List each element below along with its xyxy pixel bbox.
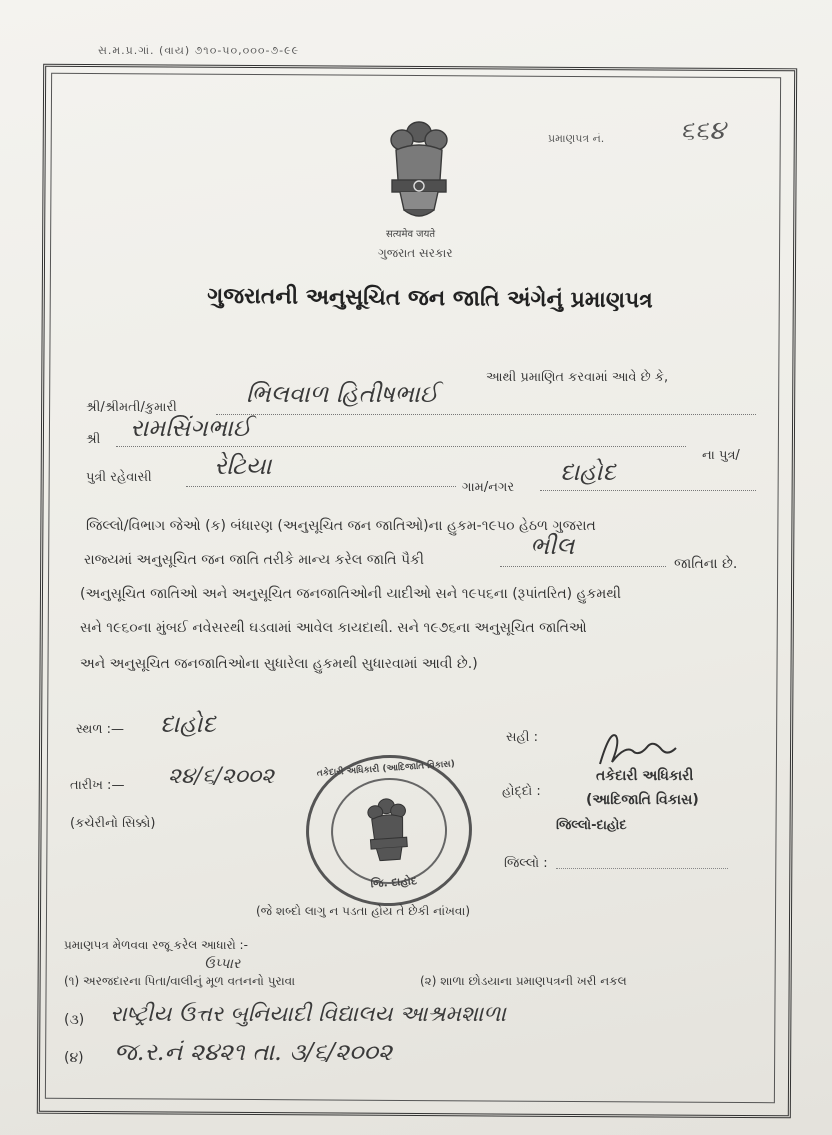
son-of-text: ના પુત્ર/: [702, 448, 740, 463]
documents-heading: પ્રમાણપત્ર મેળવવા રજૂ કરેલ આધારો :-: [64, 938, 248, 952]
page-title: ગુજરાતની અનુસૂચિત જન જાતિ અંગેનું પ્રમાણપત્ર: [207, 283, 653, 314]
district-label: જિલ્લો :: [504, 856, 548, 871]
seal-bottom-text: જિ. દાહોદ: [370, 874, 418, 891]
date-value: ૨૪/૬/૨૦૦૨: [168, 764, 275, 789]
seal-top-text: તકેદારી અધિકારી (આદિજાતિ વિકાસ): [316, 759, 456, 779]
name-line: [216, 414, 756, 415]
stamp-department: (આદિજાતિ વિકાસ): [586, 792, 699, 808]
document-3-value: રાષ્ટ્રીય ઉત્તર બુનિયાદી વિદ્યાલય આશ્રમશાળા: [110, 1002, 506, 1027]
stamp-district: જિલ્લો-દાહોદ: [556, 818, 627, 833]
document-1-handwritten: ઉપ્પાર: [204, 956, 241, 972]
document-4-number: (૪): [64, 1050, 84, 1066]
seal-emblem-icon: [346, 787, 429, 870]
document-1: (૧) અરજદારના પિતા/વાલીનું મૂળ વતનનો પુરાવા: [64, 974, 296, 988]
body-line-2b: જાતિના છે.: [674, 556, 738, 572]
daughter-resident-label: પુત્રી રહેવાસી: [86, 470, 152, 485]
certificate-no-value: ૬૬૪: [680, 116, 726, 146]
office-seal-label: (કચેરીનો સિક્કો): [70, 816, 156, 831]
name-value: ભિલવાળ હિતીષભાઈ: [246, 380, 439, 408]
body-para-1: (અનુસૂચિત જાતિઓ અને અનુસૂચિત જનજાતિઓની યાદીઓ સને ૧૯૫૬ના (રૂપાંતરિત) હુકમથી: [80, 586, 621, 602]
signature-label: સહી :: [506, 730, 539, 745]
place-label: સ્થળ :—: [76, 722, 125, 737]
place-value: દાહોદ: [160, 710, 216, 738]
designation-label: હોદ્દો :: [502, 784, 541, 799]
date-label: તારીખ :—: [70, 778, 125, 793]
resident-line: [186, 486, 456, 487]
emblem-motto: सत्यमेव जयते: [386, 229, 436, 240]
village-label: ગામ/નગર: [462, 480, 515, 495]
father-label: શ્રી: [86, 432, 101, 447]
body-line-1: જિલ્લો/વિભાગ જેઓ (ક) બંધારણ (અનુસૂચિત જન જાતિઓ)ના હુકમ-૧૯૫૦ હેઠળ ગુજરાત: [86, 518, 596, 534]
print-code: સ.મ.પ્ર.ગાં. (વાય) ૭૧૦-૫૦,૦૦૦-૭-૯૯: [98, 44, 300, 57]
document-3-number: (૩): [64, 1012, 85, 1028]
tribe-value: ભીલ: [530, 532, 575, 560]
certificate-no-label: પ્રમાણપત્ર નં.: [548, 132, 605, 145]
father-line: [116, 446, 686, 447]
body-line-2a: રાજ્યમાં અનુસૂચિત જન જાતિ તરીકે માન્ય કરેલ જાતિ પૈકી: [84, 552, 424, 568]
body-para-2: સને ૧૯૬૦ના મુંબઈ નવેસરથી ઘડવામાં આવેલ કાયદાથી. સને ૧૯૭૬ના અનુસૂચિત જાતિઓ: [80, 620, 587, 636]
resident-value: રેટિયા: [214, 452, 272, 480]
government-name: ગુજરાત સરકાર: [378, 246, 453, 260]
ashoka-emblem-icon: [382, 110, 456, 226]
tribe-line: [500, 566, 666, 567]
intro-text: આથી પ્રમાણિત કરવામાં આવે છે કે,: [486, 370, 669, 385]
body-para-3: અને અનુસૂચિત જનજાતિઓના સુધારેલા હુકમથી સુધારવામાં આવી છે.): [80, 656, 478, 672]
strike-note: (જે શબ્દો લાગુ ન પડતા હોય તે છેકી નાંખવા): [256, 904, 471, 918]
district-line: [556, 868, 728, 869]
village-line: [540, 490, 756, 491]
stamp-designation: તકેદારી અધિકારી: [596, 768, 694, 784]
document-2: (૨) શાળા છોડયાના પ્રમાણપત્રની ખરી નકલ: [420, 974, 627, 988]
father-value: રામસિંગભાઈ: [130, 414, 252, 442]
document-4-value: જ.ર.નં ૨૪૨૧ તા. ૩/૬/૨૦૦૨: [114, 1038, 393, 1066]
name-label: શ્રી/શ્રીમતી/કુમારી: [86, 400, 177, 415]
village-value: દાહોદ: [560, 458, 616, 486]
